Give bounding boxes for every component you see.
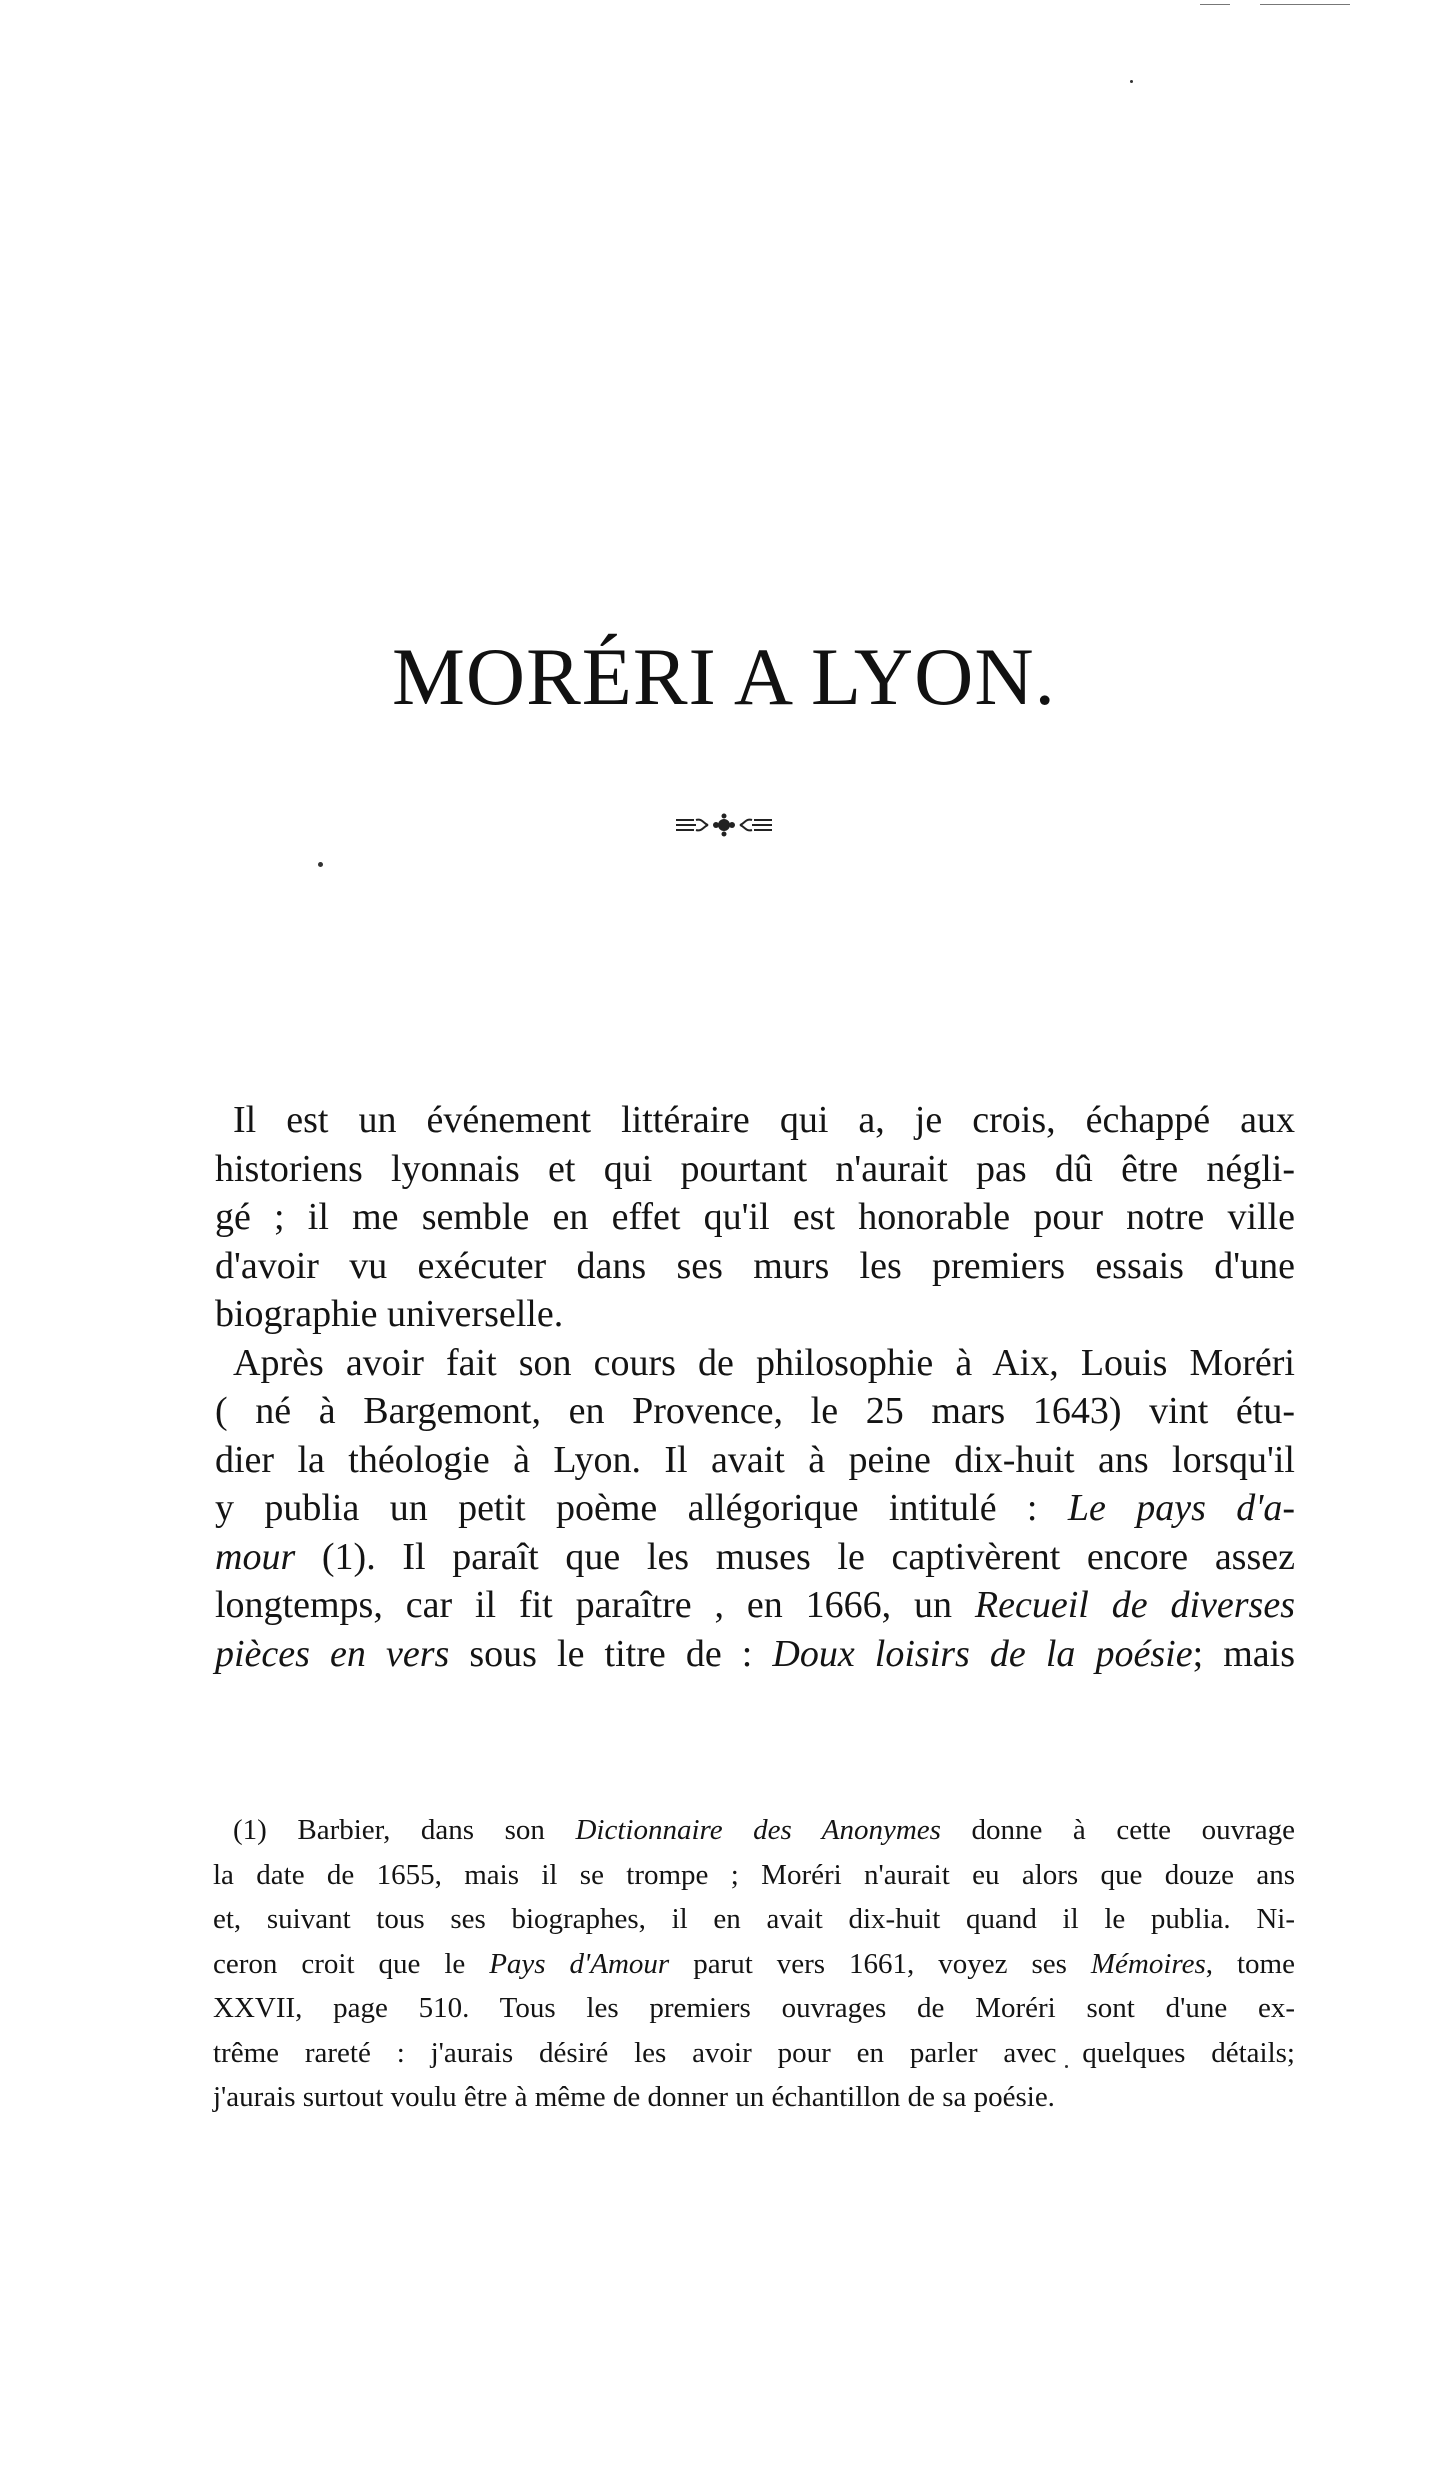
page-title: MORÉRI A LYON.: [391, 630, 1057, 722]
body-line: [215, 1292, 1295, 1336]
footnote-text-segment: ceron croit que le: [213, 1947, 490, 1980]
body-text-segment: Le pays d'a-: [1067, 1487, 1296, 1529]
body-text-segment: Doux loisirs de la poésie: [772, 1632, 1193, 1675]
ink-speck: [1130, 80, 1133, 83]
body-text-segment: sous le titre de :: [449, 1632, 773, 1675]
body-line: [215, 1438, 1295, 1482]
page-edge-mark: [1200, 4, 1230, 5]
body-text-segment: longtemps, car il fit paraître , en 1666, un: [215, 1584, 975, 1626]
body-text-segment: y publia un petit poème allégorique intitulé :: [215, 1487, 1068, 1529]
body-text-segment: Il est un événement littéraire qui a, je crois, échappé aux: [233, 1099, 1295, 1141]
footnote-text-segment: et, suivant tous ses biographes, il en avait dix-huit quand il le publia. Ni-: [213, 1903, 1295, 1935]
footnote-line: [213, 1946, 1295, 1982]
body-line: [233, 1341, 1295, 1385]
body-line: [215, 1389, 1295, 1433]
body-line: [215, 1632, 1295, 1676]
footnote-text-segment: donne à cette ouvrage: [940, 1814, 1295, 1846]
body-text-segment: pièces en vers: [215, 1632, 450, 1675]
fleuron-ornament: [0, 810, 1448, 845]
footnote-line: [213, 1990, 1295, 2026]
footnote-line: [213, 1857, 1295, 1893]
footnote-line: [233, 1812, 1295, 1848]
footnote-line: [213, 2035, 1295, 2071]
page-edge-mark: [1260, 4, 1350, 5]
footnote-text-segment: Dictionnaire des Anonymes: [575, 1814, 941, 1846]
body-text-segment: Après avoir fait son cours de philosophie à Aix, Louis Moréri: [233, 1341, 1295, 1384]
footnote-text-segment: , tome: [1205, 1947, 1295, 1980]
body-line: [233, 1098, 1295, 1142]
body-line: [215, 1583, 1295, 1627]
body-text-segment: dier la théologie à Lyon. Il avait à peine dix-huit ans lorsqu'il: [215, 1438, 1295, 1481]
fleuron-icon: [674, 810, 774, 840]
footnote-text-segment: Mémoires: [1090, 1947, 1206, 1980]
body-line: [215, 1486, 1295, 1530]
footnote-text-segment: parut vers 1661, voyez ses: [669, 1947, 1091, 1980]
body-line: [215, 1535, 1295, 1579]
ink-speck: [318, 862, 323, 867]
footnote-text-segment: trême rareté : j'aurais désiré les avoir pour en parler avec quelques détails;: [213, 2036, 1295, 2069]
footnote-text-segment: (1) Barbier, dans son: [233, 1814, 576, 1846]
footnote-text-segment: Pays d'Amour: [489, 1947, 670, 1980]
body-text-segment: gé ; il me semble en effet qu'il est honorable pour notre ville: [215, 1196, 1295, 1238]
body-text-segment: mour: [215, 1535, 296, 1578]
body-line: [215, 1195, 1295, 1239]
footnote-line: [213, 2079, 1295, 2115]
body-text-segment: biographie universelle.: [215, 1293, 564, 1335]
body-text-segment: ( né à Bargemont, en Provence, le 25 mars 1643) vint étu-: [215, 1390, 1295, 1432]
body-text-segment: ; mais: [1192, 1632, 1296, 1675]
body-text-segment: d'avoir vu exécuter dans ses murs les premiers essais d'une: [215, 1244, 1295, 1287]
footnote-text-segment: j'aurais surtout voulu être à même de donner un échantillon de sa poésie.: [213, 2081, 1055, 2113]
footnote-line: [213, 1901, 1295, 1937]
footnote-text-segment: la date de 1655, mais il se trompe ; Moréri n'aurait eu alors que douze ans: [213, 1858, 1295, 1891]
body-text-segment: (1). Il paraît que les muses le captivèrent encore assez: [295, 1535, 1295, 1578]
body-text-segment: Recueil de diverses: [974, 1584, 1295, 1626]
footnote-text-segment: XXVII, page 510. Tous les premiers ouvrages de Moréri sont d'une ex-: [213, 1992, 1295, 2024]
body-line: [215, 1244, 1295, 1288]
body-line: [215, 1147, 1295, 1191]
body-text-segment: historiens lyonnais et qui pourtant n'aurait pas dû être négli-: [215, 1147, 1295, 1190]
